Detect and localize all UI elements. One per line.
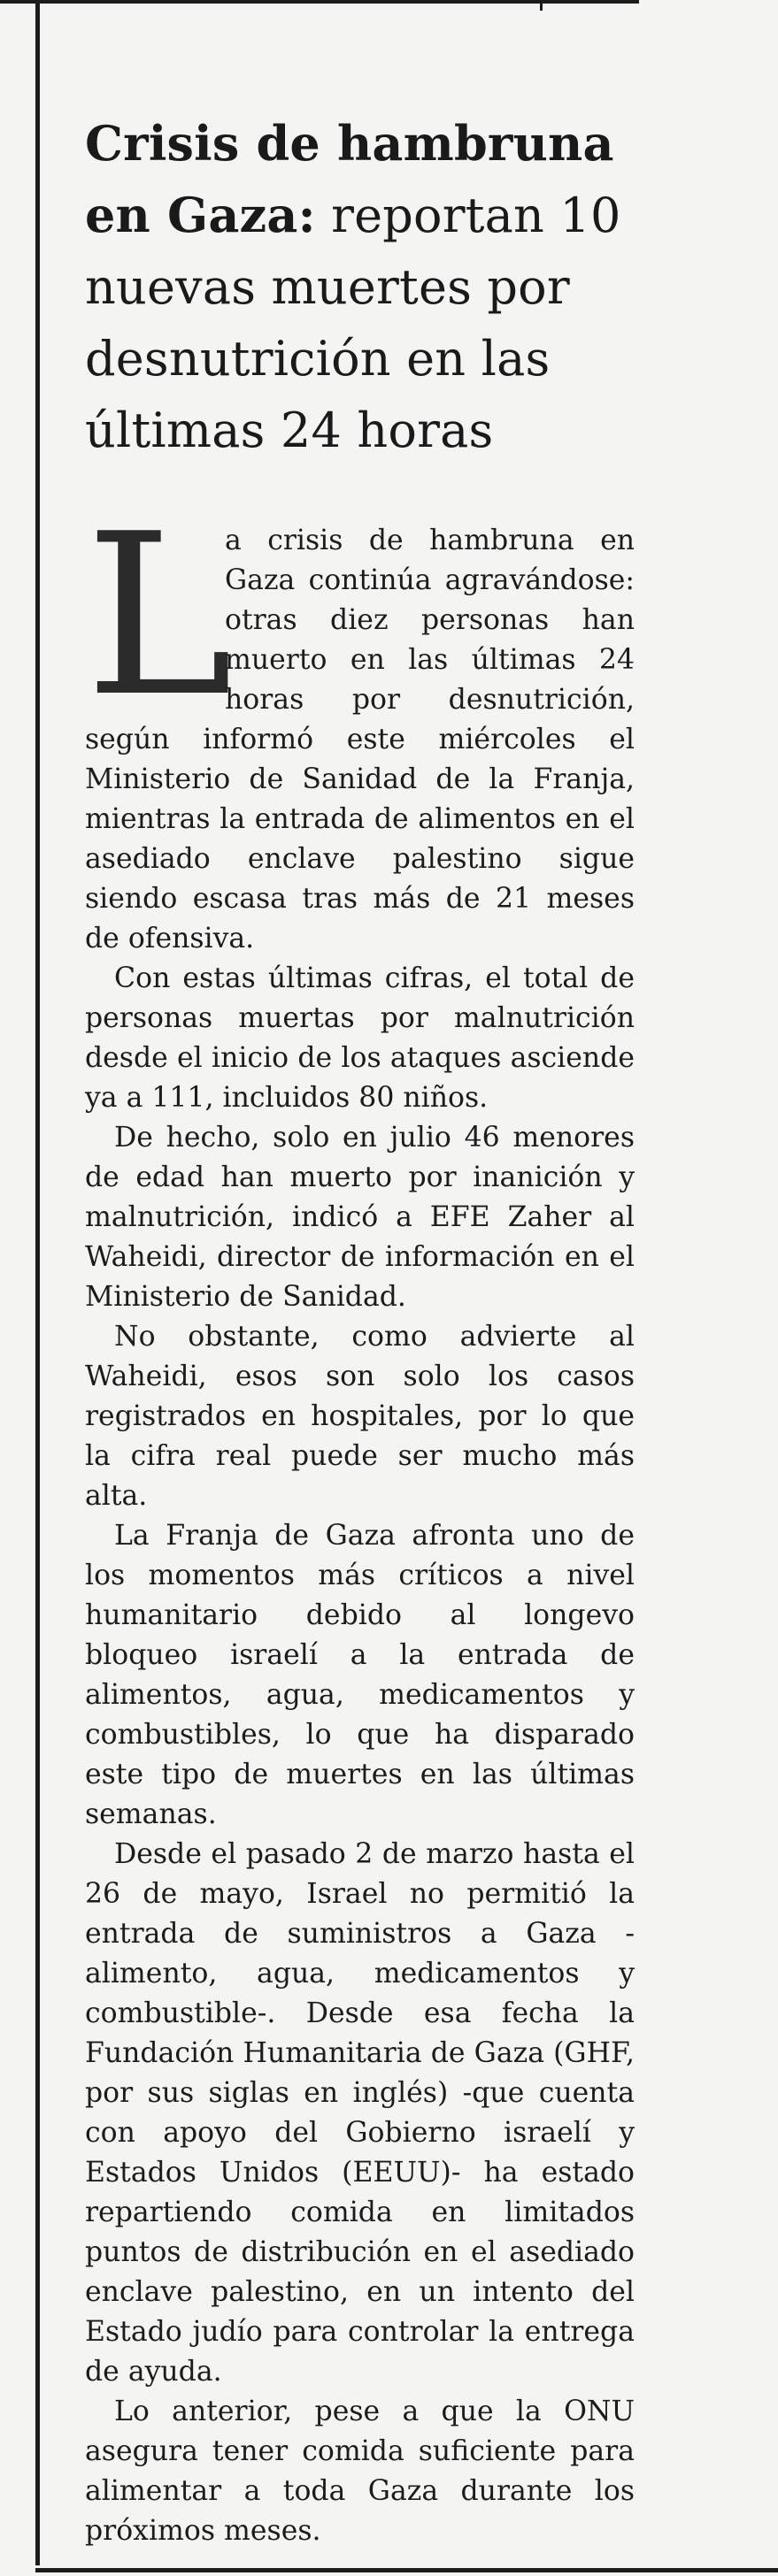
drop-cap: L xyxy=(85,487,234,746)
top-rule-tick xyxy=(540,0,543,11)
article-headline xyxy=(85,108,635,466)
bottom-rule xyxy=(35,2568,778,2572)
left-column-rule xyxy=(35,0,40,2565)
body-paragraph: Lo anterior, pese a que la ONU asegura tener comida suficiente para alimentar a toda Gaza durante los próximos meses. xyxy=(85,2396,635,2547)
body-paragraph: a crisis de hambruna en Gaza continúa agravándose: otras diez personas han muerto en las últimas 24 horas por desnutrición, según informó este miércoles el Ministerio de Sanidad de la Franja, mientras la entrada de alimentos en el asediado enclave palestino sigue siendo escasa tras más de 21 meses de ofensiva. xyxy=(85,525,635,954)
body-paragraph: Con estas últimas cifras, el total de personas muertas por malnutrición desde el inicio de los ataques asciende ya a 111, incluidos 80 niños. xyxy=(85,962,635,1114)
article-body xyxy=(85,487,635,2551)
body-paragraph: Desde el pasado 2 de marzo hasta el 26 de mayo, Israel no permitió la entrada de suministros a Gaza -alimento, agua, medicamentos y combustible-. Desde esa fecha la Fundación Humanitaria de Gaza (GHF, por sus siglas en inglés) -que cuenta con apoyo del Gobierno israelí y Estados Unidos (EEUU)- ha estado repartiendo comida en limitados puntos de distribución en el asediado enclave palestino, en un intento del Estado judío para controlar la entrega de ayuda. xyxy=(85,1838,635,2388)
headline-regular-part: reportan 10 nuevas muertes por desnutrición en las últimas 24 horas xyxy=(85,188,621,458)
news-article xyxy=(85,108,635,2551)
headline-bold-part: Crisis de hambruna en Gaza: xyxy=(85,115,614,243)
top-rule xyxy=(0,0,639,4)
body-paragraph: La Franja de Gaza afronta uno de los momentos más críticos a nivel humanitario debido al longevo bloqueo israelí a la entrada de alimentos, agua, medicamentos y combustibles, lo que ha disparado este tipo de muertes en las últimas semanas. xyxy=(85,1520,635,1830)
body-paragraph: No obstante, como advierte al Waheidi, esos son solo los casos registrados en hospitales, por lo que la cifra real puede ser mucho más alta. xyxy=(85,1321,635,1512)
body-paragraph: De hecho, solo en julio 46 menores de edad han muerto por inanición y malnutrición, indicó a EFE Zaher al Waheidi, director de información en el Ministerio de Sanidad. xyxy=(85,1122,635,1313)
